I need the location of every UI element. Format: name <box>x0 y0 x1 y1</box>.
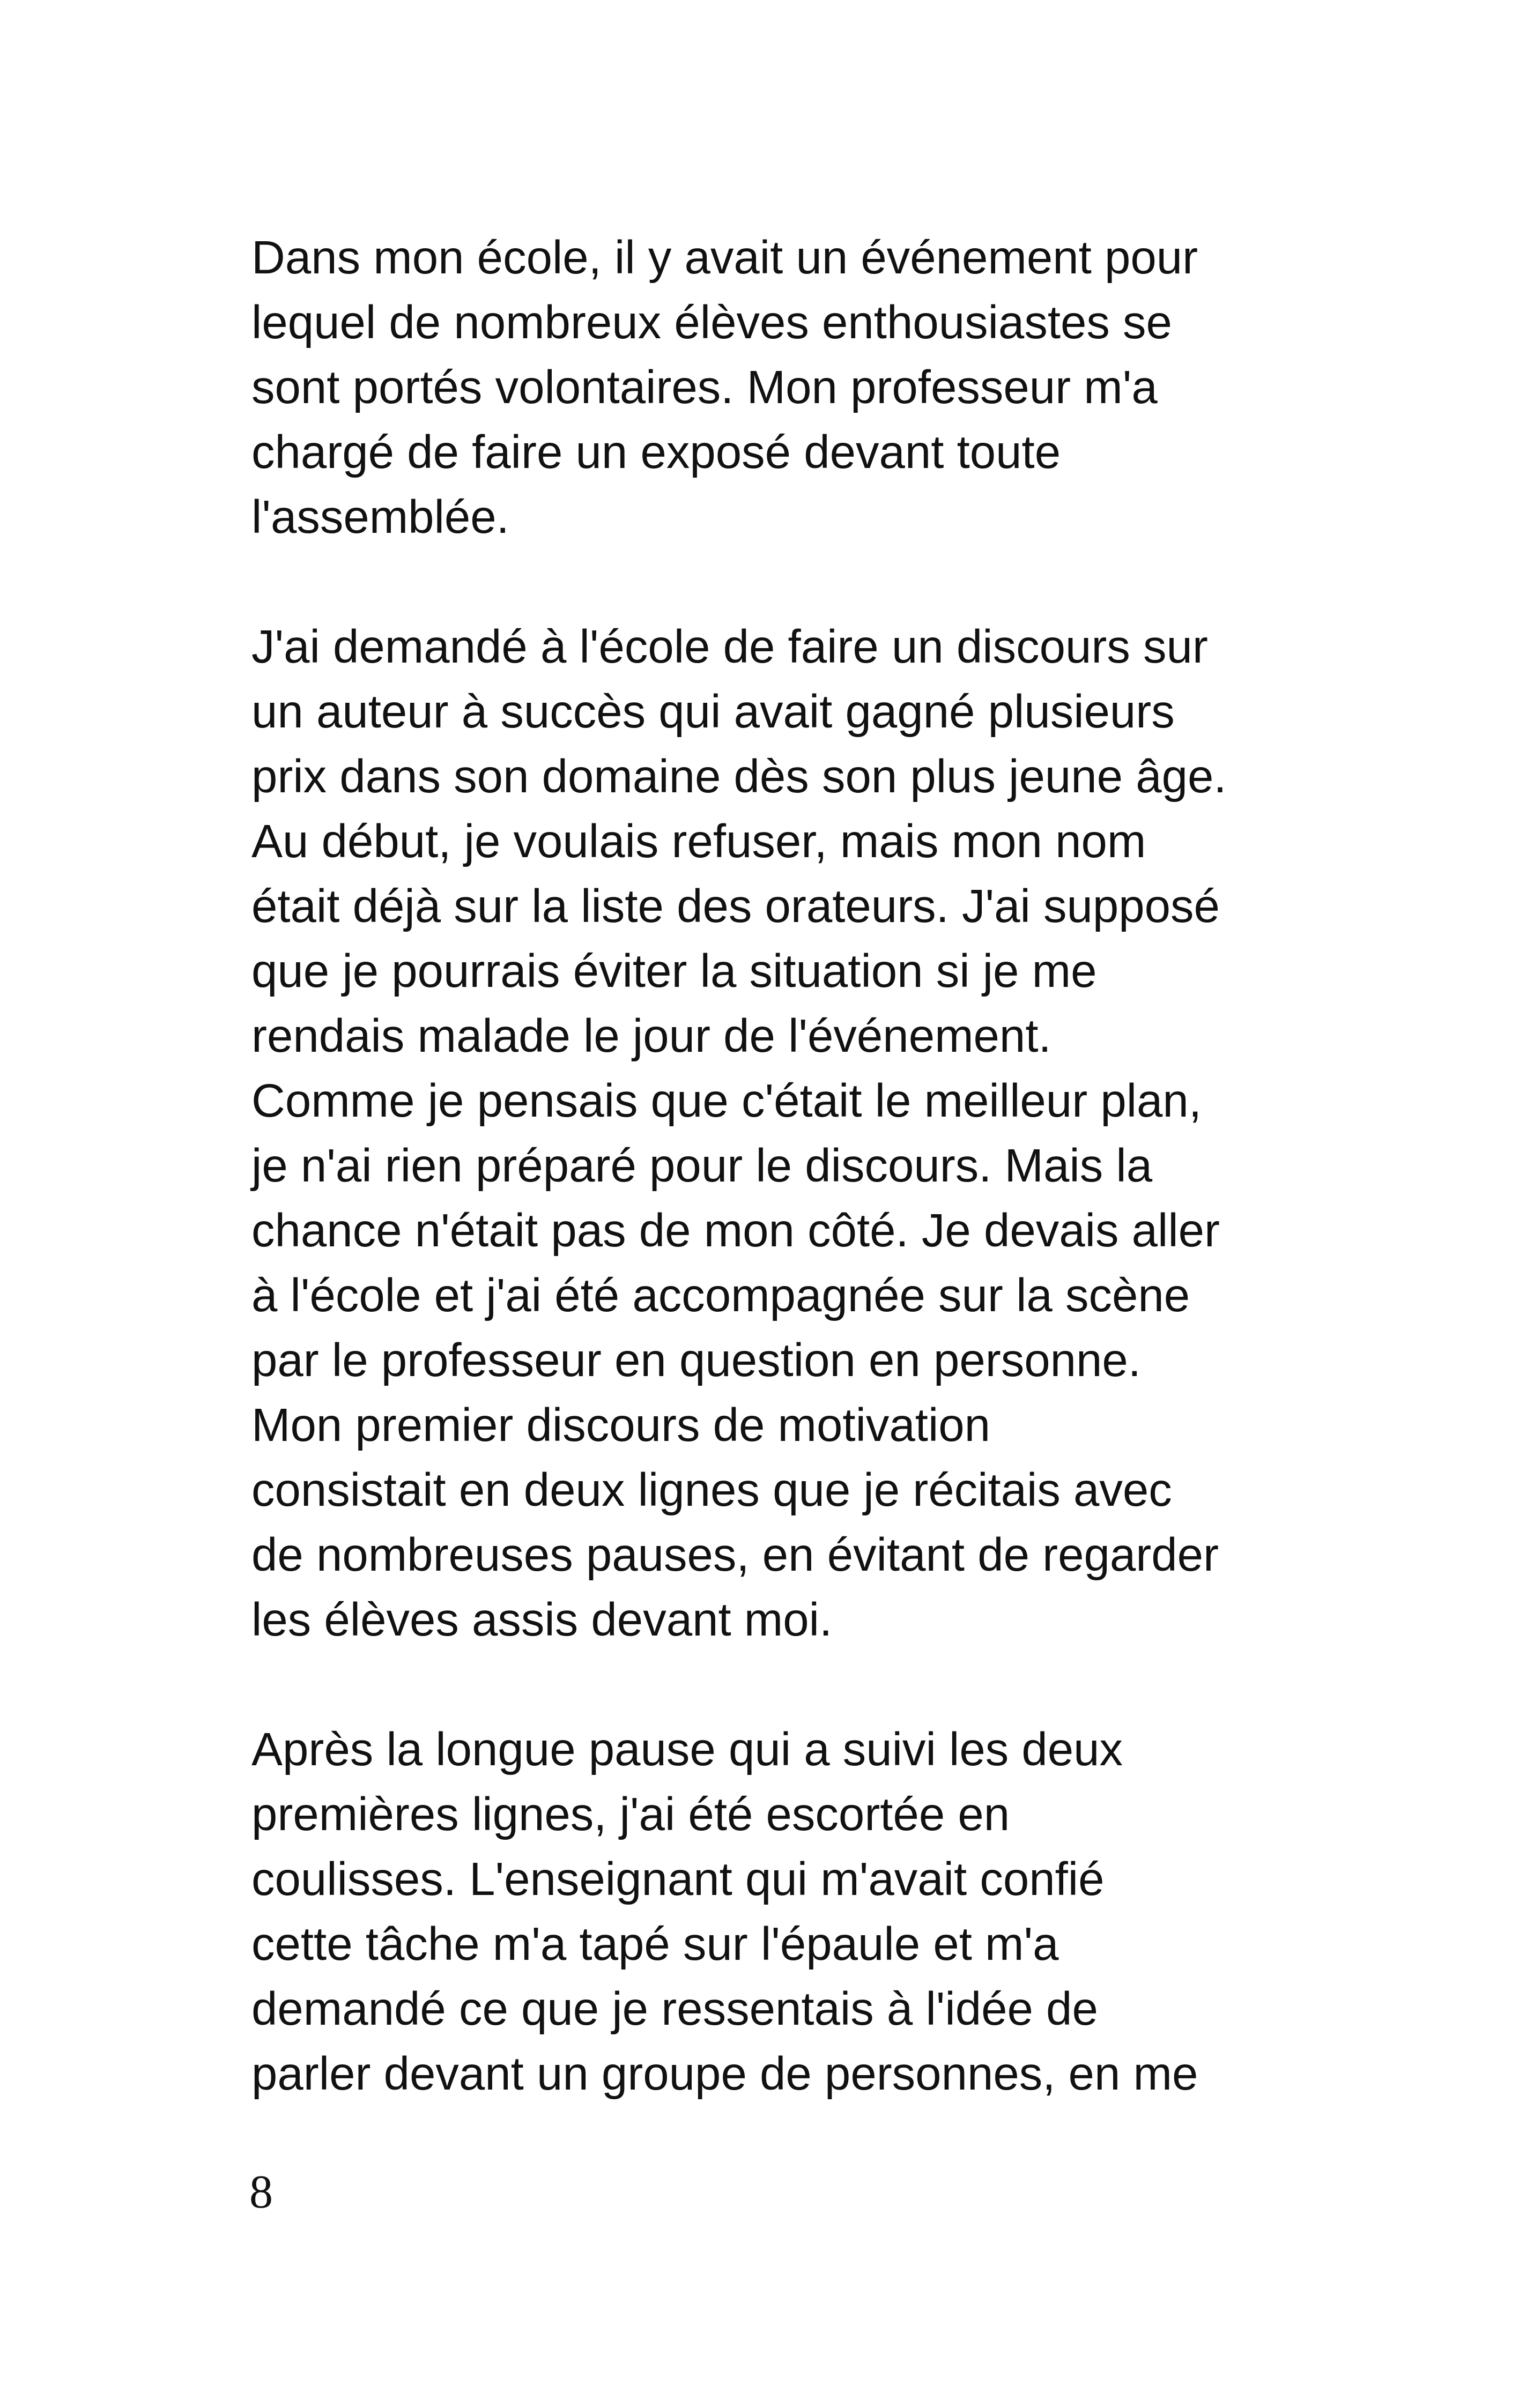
text-line: cette tâche m'a tapé sur l'épaule et m'a <box>251 1918 1059 1970</box>
text-line: chance n'était pas de mon côté. Je devais aller <box>251 1205 1220 1257</box>
text-line: consistait en deux lignes que je récitais avec <box>251 1464 1172 1516</box>
paragraph-1 <box>251 225 1313 549</box>
text-line: Dans mon école, il y avait un événement pour <box>251 232 1198 284</box>
text-line: coulisses. L'enseignant qui m'avait confié <box>251 1853 1105 1905</box>
text-line: lequel de nombreux élèves enthousiastes se <box>251 296 1172 348</box>
text-line: J'ai demandé à l'école de faire un discours sur <box>251 621 1208 673</box>
text-line: était déjà sur la liste des orateurs. J'ai supposé <box>251 880 1220 932</box>
text-line: sont portés volontaires. Mon professeur m'a <box>251 361 1158 413</box>
paragraph-gap <box>251 1652 1313 1717</box>
paragraph-3 <box>251 1717 1313 2106</box>
paragraph-2 <box>251 614 1313 1652</box>
text-line: par le professeur en question en personne. <box>251 1334 1141 1386</box>
text-line: je n'ai rien préparé pour le discours. Mais la <box>251 1140 1153 1192</box>
text-line: l'assemblée. <box>251 491 509 543</box>
text-line: chargé de faire un exposé devant toute <box>251 426 1061 478</box>
text-line: Comme je pensais que c'était le meilleur plan, <box>251 1075 1202 1127</box>
text-line: Mon premier discours de motivation <box>251 1399 991 1451</box>
text-line: un auteur à succès qui avait gagné plusieurs <box>251 686 1175 738</box>
body-text <box>251 225 1313 2106</box>
text-line: de nombreuses pauses, en évitant de regarder <box>251 1529 1219 1581</box>
text-line: Au début, je voulais refuser, mais mon nom <box>251 815 1146 867</box>
page-number: 8 <box>249 2166 273 2218</box>
text-line: rendais malade le jour de l'événement. <box>251 1010 1051 1062</box>
text-line: Après la longue pause qui a suivi les deux <box>251 1723 1123 1775</box>
text-line: prix dans son domaine dès son plus jeune âge. <box>251 750 1227 802</box>
text-line: à l'école et j'ai été accompagnée sur la scène <box>251 1269 1190 1321</box>
text-line: parler devant un groupe de personnes, en me <box>251 2048 1198 2100</box>
text-line: les élèves assis devant moi. <box>251 1594 833 1646</box>
text-line: demandé ce que je ressentais à l'idée de <box>251 1983 1098 2035</box>
text-line: premières lignes, j'ai été escortée en <box>251 1788 1010 1840</box>
paragraph-gap <box>251 549 1313 614</box>
text-line: que je pourrais éviter la situation si je me <box>251 945 1097 997</box>
